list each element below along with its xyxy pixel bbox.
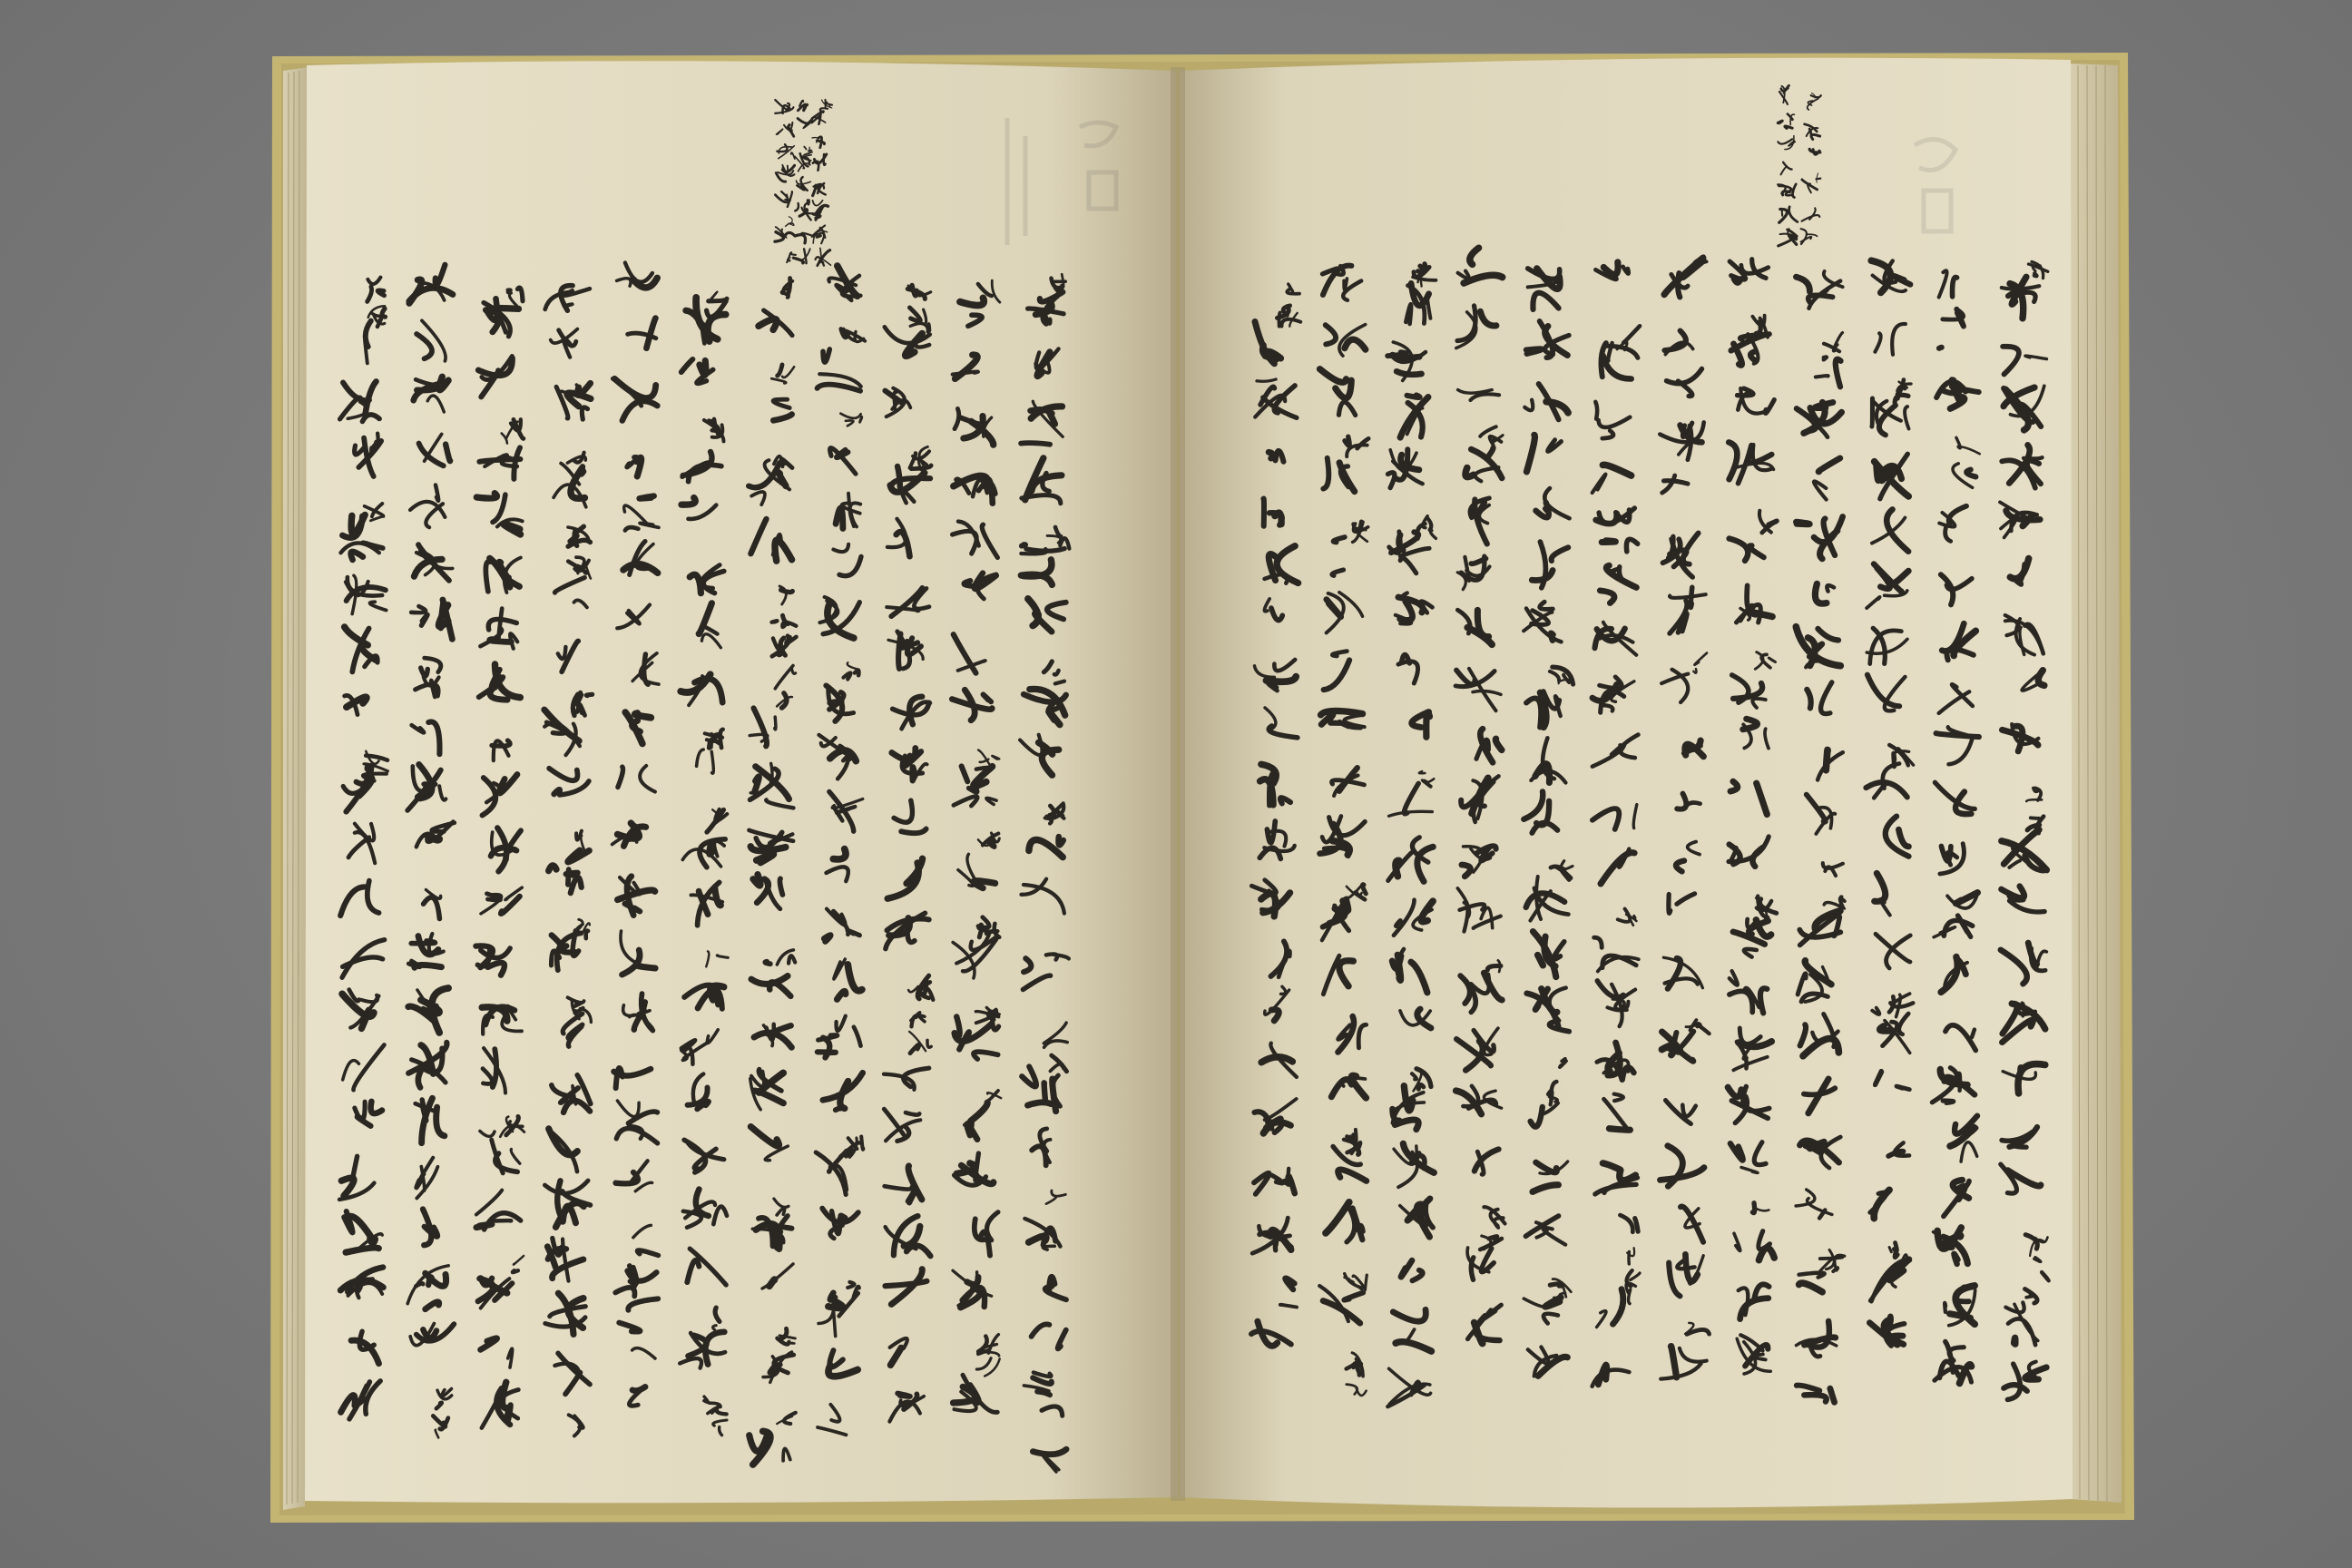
text-column — [1319, 266, 1368, 1396]
text-column — [1387, 264, 1436, 1406]
annotation-column — [812, 100, 832, 266]
text-column — [1524, 269, 1573, 1377]
text-column — [1728, 260, 1777, 1374]
annotation-column — [1778, 85, 1798, 246]
text-column — [1020, 274, 1069, 1472]
text-column — [1455, 248, 1504, 1343]
annotation-column — [793, 101, 813, 263]
text-column — [884, 285, 933, 1421]
text-column — [407, 265, 455, 1438]
text-column — [816, 266, 865, 1435]
text-column — [1796, 271, 1845, 1402]
text-column — [544, 286, 593, 1436]
text-column — [1592, 262, 1641, 1387]
annotation-column — [1801, 93, 1821, 244]
text-column — [612, 263, 659, 1406]
text-column — [680, 292, 728, 1436]
text-column — [339, 278, 387, 1419]
text-column — [749, 279, 796, 1465]
text-column — [475, 288, 524, 1428]
text-column — [1251, 284, 1300, 1346]
text-column — [1660, 256, 1709, 1378]
text-column — [1866, 260, 1913, 1346]
text-column — [1932, 270, 1979, 1383]
annotation-column — [775, 100, 796, 262]
text-column — [952, 280, 1001, 1412]
text-column — [2000, 261, 2049, 1399]
